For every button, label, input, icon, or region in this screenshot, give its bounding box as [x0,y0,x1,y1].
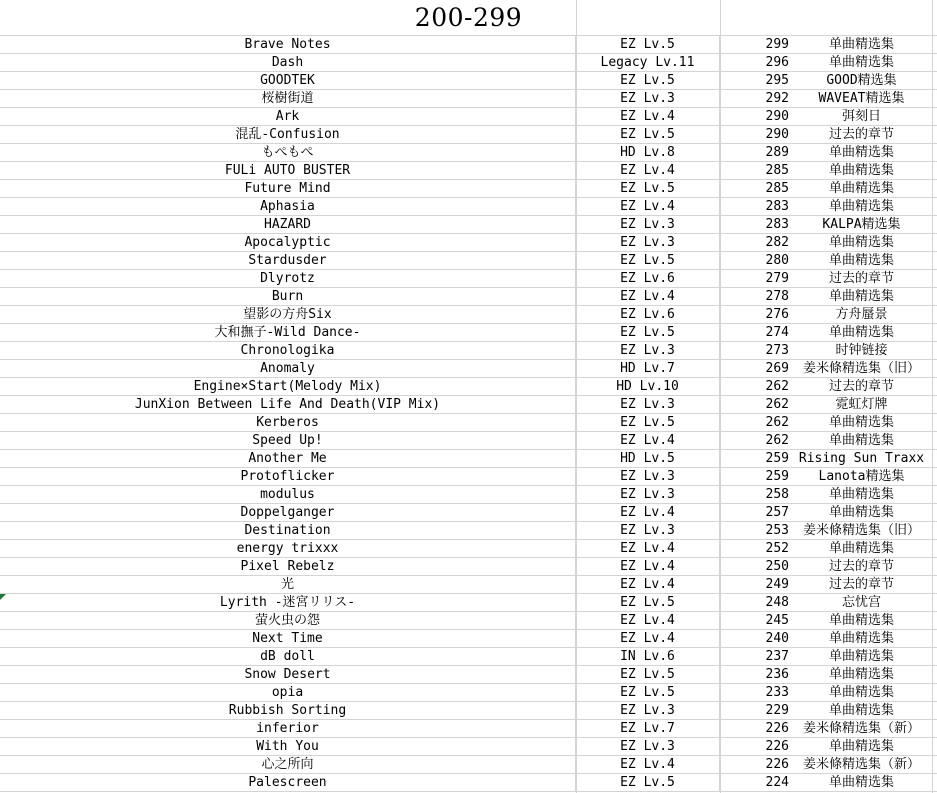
table-row[interactable] [0,144,937,162]
difficulty-cell[interactable]: IN Lv.6 [576,648,720,665]
pack-cell[interactable]: 过去的章节 [828,127,894,142]
pack-cell[interactable]: 单曲精选集 [828,199,894,214]
song-name-cell[interactable]: GOODTEK [0,72,576,89]
difficulty-cell[interactable]: EZ Lv.4 [576,288,720,305]
pack-cell[interactable]: 单曲精选集 [828,649,894,664]
pack-cell[interactable]: 单曲精选集 [828,739,894,754]
table-row[interactable] [0,198,937,216]
song-name-cell[interactable]: Burn [0,288,576,305]
table-row[interactable] [0,630,937,648]
song-name-cell[interactable]: Another Me [0,450,576,467]
score-cell[interactable]: 279 [765,271,789,286]
difficulty-cell[interactable]: EZ Lv.5 [576,414,720,431]
table-row[interactable] [0,702,937,720]
table-row[interactable] [0,54,937,72]
table-row[interactable] [0,486,937,504]
score-cell[interactable]: 224 [765,775,789,790]
sheet-title: 200-299 [414,3,523,32]
song-name-cell[interactable]: 大和撫子-Wild Dance- [0,324,576,341]
table-row[interactable] [0,666,937,684]
song-name-cell[interactable]: Chronologika [0,342,576,359]
pack-cell[interactable]: Rising Sun Traxx [798,451,925,466]
score-cell[interactable]: 226 [765,757,789,772]
difficulty-cell[interactable]: EZ Lv.4 [576,576,720,593]
pack-cell[interactable]: 姜米條精选集（旧） [802,523,920,538]
score-cell[interactable]: 299 [765,37,789,52]
song-name-cell[interactable]: modulus [0,486,576,503]
song-name-cell[interactable]: JunXion Between Life And Death(VIP Mix) [0,396,576,413]
score-cell[interactable]: 269 [765,361,789,376]
song-name-cell[interactable]: 望影の方舟Six [0,306,576,323]
score-cell[interactable]: 262 [765,397,789,412]
table-row[interactable] [0,288,937,306]
song-name-cell[interactable]: Brave Notes [0,36,576,53]
score-cell[interactable]: 236 [765,667,789,682]
pack-cell[interactable]: 单曲精选集 [828,487,894,502]
score-cell[interactable]: 295 [765,73,789,88]
table-row[interactable] [0,378,937,396]
table-row[interactable] [0,108,937,126]
table-row[interactable] [0,756,937,774]
cell-comment-marker [0,594,6,600]
score-cell[interactable]: 237 [765,649,789,664]
song-name-cell[interactable]: もぺもぺ [0,144,576,161]
score-cell[interactable]: 252 [765,541,789,556]
pack-cell[interactable]: 单曲精选集 [828,415,894,430]
score-cell[interactable]: 290 [765,127,789,142]
pack-cell[interactable]: 单曲精选集 [828,289,894,304]
pack-cell[interactable]: KALPA精选集 [822,217,901,232]
pack-cell[interactable]: 单曲精选集 [828,253,894,268]
difficulty-cell[interactable]: Legacy Lv.11 [576,54,720,71]
difficulty-cell[interactable]: EZ Lv.5 [576,774,720,791]
table-row[interactable] [0,216,937,234]
score-cell[interactable]: 292 [765,91,789,106]
table-row[interactable] [0,720,937,738]
difficulty-cell[interactable]: EZ Lv.3 [576,702,720,719]
table-row[interactable] [0,306,937,324]
song-name-cell[interactable]: 心之所向 [0,756,576,773]
pack-cell[interactable]: 方舟蜃景 [835,307,888,322]
score-cell[interactable]: 226 [765,739,789,754]
pack-cell[interactable]: 姜米條精选集（新） [802,721,920,736]
song-name-cell[interactable]: inferior [0,720,576,737]
pack-cell[interactable]: 单曲精选集 [828,685,894,700]
song-name-cell[interactable]: opia [0,684,576,701]
table-row[interactable] [0,342,937,360]
score-cell[interactable]: 289 [765,145,789,160]
table-row[interactable] [0,738,937,756]
pack-cell[interactable]: 姜米條精选集（新） [802,757,920,772]
song-name-cell[interactable]: 混乱-Confusion [0,126,576,143]
score-cell[interactable]: 257 [765,505,789,520]
difficulty-cell[interactable]: EZ Lv.3 [576,522,720,539]
song-name-cell[interactable]: Ark [0,108,576,125]
score-cell[interactable]: 280 [765,253,789,268]
song-name-cell[interactable]: Engine×Start(Melody Mix) [0,378,576,395]
difficulty-cell[interactable]: EZ Lv.4 [576,504,720,521]
song-name-cell[interactable]: energy trixxx [0,540,576,557]
song-name-cell[interactable]: Protoflicker [0,468,576,485]
table-row[interactable] [0,324,937,342]
song-name-cell[interactable]: FULi AUTO BUSTER [0,162,576,179]
song-name-cell[interactable]: 萤火虫の怨 [0,612,576,629]
score-cell[interactable]: 276 [765,307,789,322]
score-cell[interactable]: 248 [765,595,789,610]
table-row[interactable] [0,774,937,792]
difficulty-cell[interactable]: EZ Lv.3 [576,216,720,233]
difficulty-cell[interactable]: EZ Lv.7 [576,720,720,737]
song-name-cell[interactable]: Speed Up! [0,432,576,449]
difficulty-cell[interactable]: EZ Lv.4 [576,756,720,773]
score-cell[interactable]: 226 [765,721,789,736]
pack-cell[interactable]: 单曲精选集 [828,163,894,178]
pack-cell[interactable]: 单曲精选集 [828,37,894,52]
score-cell[interactable]: 274 [765,325,789,340]
song-name-cell[interactable]: Dash [0,54,576,71]
pack-cell[interactable]: 单曲精选集 [828,775,894,790]
pack-cell[interactable]: Lanota精选集 [818,469,905,484]
song-name-cell[interactable]: Next Time [0,630,576,647]
difficulty-cell[interactable]: EZ Lv.5 [576,36,720,53]
song-name-cell[interactable]: dB doll [0,648,576,665]
difficulty-cell[interactable]: EZ Lv.4 [576,432,720,449]
table-row[interactable] [0,468,937,486]
difficulty-cell[interactable]: EZ Lv.3 [576,396,720,413]
table-row[interactable] [0,504,937,522]
pack-cell[interactable]: 单曲精选集 [828,613,894,628]
table-row[interactable] [0,612,937,630]
difficulty-cell[interactable]: EZ Lv.4 [576,198,720,215]
score-cell[interactable]: 285 [765,163,789,178]
score-cell[interactable]: 245 [765,613,789,628]
song-name-cell[interactable]: Aphasia [0,198,576,215]
table-row[interactable] [0,270,937,288]
table-row[interactable] [0,180,937,198]
table-row[interactable] [0,540,937,558]
difficulty-cell[interactable]: EZ Lv.4 [576,540,720,557]
song-name-cell[interactable]: With You [0,738,576,755]
difficulty-cell[interactable]: EZ Lv.6 [576,306,720,323]
difficulty-cell[interactable]: EZ Lv.5 [576,252,720,269]
song-name-cell[interactable]: Apocalyptic [0,234,576,251]
pack-cell[interactable]: 过去的章节 [828,577,894,592]
song-name-cell[interactable]: Stardusder [0,252,576,269]
score-cell[interactable]: 262 [765,415,789,430]
pack-cell[interactable]: WAVEAT精选集 [818,91,905,106]
difficulty-cell[interactable]: EZ Lv.3 [576,738,720,755]
pack-cell[interactable]: 单曲精选集 [828,55,894,70]
score-cell[interactable]: 283 [765,217,789,232]
pack-cell[interactable]: GOOD精选集 [826,73,897,88]
table-row[interactable] [0,360,937,378]
difficulty-cell[interactable]: EZ Lv.4 [576,558,720,575]
table-row[interactable] [0,576,937,594]
song-name-cell[interactable]: Destination [0,522,576,539]
difficulty-cell[interactable]: EZ Lv.5 [576,324,720,341]
difficulty-cell[interactable]: EZ Lv.4 [576,630,720,647]
pack-cell[interactable]: 单曲精选集 [828,181,894,196]
score-cell[interactable]: 240 [765,631,789,646]
table-row[interactable] [0,126,937,144]
song-name-cell[interactable]: Kerberos [0,414,576,431]
pack-cell[interactable]: 过去的章节 [828,379,894,394]
table-row[interactable] [0,450,937,468]
pack-cell[interactable]: 忘忧宫 [841,595,881,610]
difficulty-cell[interactable]: EZ Lv.4 [576,108,720,125]
score-cell[interactable]: 282 [765,235,789,250]
table-row[interactable] [0,72,937,90]
pack-cell[interactable]: 单曲精选集 [828,433,894,448]
table-row[interactable] [0,252,937,270]
song-name-cell[interactable]: 光 [0,576,576,593]
table-row[interactable] [0,36,937,54]
difficulty-cell[interactable]: HD Lv.8 [576,144,720,161]
difficulty-cell[interactable]: HD Lv.10 [576,378,720,395]
pack-cell[interactable]: 单曲精选集 [828,703,894,718]
score-cell[interactable]: 290 [765,109,789,124]
table-row[interactable] [0,594,937,612]
difficulty-cell[interactable]: EZ Lv.6 [576,270,720,287]
difficulty-cell[interactable]: HD Lv.7 [576,360,720,377]
pack-cell[interactable]: 单曲精选集 [828,505,894,520]
score-cell[interactable]: 262 [765,379,789,394]
pack-cell[interactable]: 单曲精选集 [828,235,894,250]
song-name-cell[interactable]: 桜樹街道 [0,90,576,107]
difficulty-cell[interactable]: EZ Lv.5 [576,666,720,683]
difficulty-cell[interactable]: HD Lv.5 [576,450,720,467]
pack-cell[interactable]: 单曲精选集 [828,631,894,646]
score-cell[interactable]: 262 [765,433,789,448]
song-name-cell[interactable]: Lyrith -迷宮リリス- [0,594,576,611]
pack-cell[interactable]: 过去的章节 [828,271,894,286]
difficulty-cell[interactable]: EZ Lv.3 [576,468,720,485]
difficulty-cell[interactable]: EZ Lv.3 [576,234,720,251]
song-name-cell[interactable]: Snow Desert [0,666,576,683]
difficulty-cell[interactable]: EZ Lv.4 [576,162,720,179]
song-name-cell[interactable]: Dlyrotz [0,270,576,287]
table-row[interactable] [0,522,937,540]
pack-cell[interactable]: 单曲精选集 [828,325,894,340]
score-cell[interactable]: 233 [765,685,789,700]
difficulty-cell[interactable]: EZ Lv.5 [576,180,720,197]
pack-cell[interactable]: 过去的章节 [828,559,894,574]
pack-cell[interactable]: 单曲精选集 [828,541,894,556]
song-name-cell[interactable]: HAZARD [0,216,576,233]
pack-cell[interactable]: 霓虹灯牌 [835,397,888,412]
pack-cell[interactable]: 时钟链接 [835,343,888,358]
score-cell[interactable]: 258 [765,487,789,502]
song-name-cell[interactable]: Doppelganger [0,504,576,521]
table-row[interactable] [0,90,937,108]
song-table [0,36,937,792]
difficulty-cell[interactable]: EZ Lv.3 [576,486,720,503]
score-cell[interactable]: 259 [765,469,789,484]
table-row[interactable] [0,414,937,432]
table-row[interactable] [0,648,937,666]
score-cell[interactable]: 283 [765,199,789,214]
pack-cell[interactable]: 单曲精选集 [828,667,894,682]
difficulty-cell[interactable]: EZ Lv.4 [576,612,720,629]
score-cell[interactable]: 285 [765,181,789,196]
table-row[interactable] [0,234,937,252]
difficulty-cell[interactable]: EZ Lv.5 [576,72,720,89]
score-cell[interactable]: 278 [765,289,789,304]
difficulty-cell[interactable]: EZ Lv.3 [576,90,720,107]
song-name-cell[interactable]: Palescreen [0,774,576,791]
song-name-cell[interactable]: Anomaly [0,360,576,377]
score-cell[interactable]: 249 [765,577,789,592]
song-name-cell[interactable]: Pixel Rebelz [0,558,576,575]
pack-cell[interactable]: 姜米條精选集（旧） [802,361,920,376]
song-name-cell[interactable]: Rubbish Sorting [0,702,576,719]
difficulty-cell[interactable]: EZ Lv.3 [576,342,720,359]
score-cell[interactable]: 296 [765,55,789,70]
score-cell[interactable]: 259 [765,451,789,466]
pack-cell[interactable]: 弭刻日 [841,109,881,124]
difficulty-cell[interactable]: EZ Lv.5 [576,126,720,143]
difficulty-cell[interactable]: EZ Lv.5 [576,684,720,701]
score-cell[interactable]: 250 [765,559,789,574]
difficulty-cell[interactable]: EZ Lv.5 [576,594,720,611]
table-row[interactable] [0,162,937,180]
song-name-cell[interactable]: Future Mind [0,180,576,197]
title-row[interactable] [0,0,937,36]
table-row[interactable] [0,396,937,414]
pack-cell[interactable]: 单曲精选集 [828,145,894,160]
score-cell[interactable]: 273 [765,343,789,358]
table-row[interactable] [0,558,937,576]
score-cell[interactable]: 229 [765,703,789,718]
table-row[interactable] [0,684,937,702]
score-cell[interactable]: 253 [765,523,789,538]
table-row[interactable] [0,432,937,450]
